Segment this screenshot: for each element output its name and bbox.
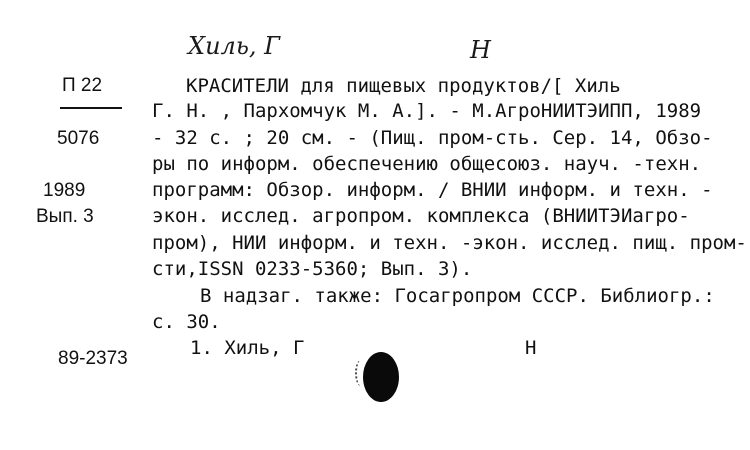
record-line: сти,ISSN 0233-5360; Вып. 3). — [152, 258, 473, 280]
tracing-letter: Н — [525, 337, 537, 359]
shelf-mark-underline — [60, 107, 122, 109]
record-line: пром), НИИ информ. и техн. -экон. исслед. пищ. пром- — [152, 232, 747, 254]
shelf-mark: П 22 — [62, 75, 103, 96]
note-line: В надзаг. также: Госагропром СССР. Библиогр.: — [200, 285, 715, 307]
tracing-entry: 1. Хиль, Г — [190, 337, 305, 359]
record-line: программ: Обзор. информ. / ВНИИ информ. и техн. - — [152, 179, 713, 201]
note-line: с. 30. — [152, 311, 221, 333]
year: 1989 — [43, 180, 86, 201]
issue-number: Вып. 3 — [36, 206, 94, 227]
record-line: КРАСИТЕЛИ для пищевых продуктов/[ Хиль — [186, 75, 621, 97]
record-line: Г. Н. , Пархомчук М. А.]. - М.АгроНИИТЭИПП, 1989 — [152, 100, 702, 122]
record-line: экон. исслед. агропром. комплекса (ВНИИТЭИагро- — [152, 205, 690, 227]
record-line: ры по информ. обеспечению общесоюз. науч. -техн. — [152, 153, 702, 175]
record-line: - 32 с. ; 20 см. - (Пищ. пром-сть. Сер. 14, Обзо- — [152, 127, 713, 149]
handwritten-author: Хиль, Г — [188, 32, 281, 60]
registration-number: 89-2373 — [58, 348, 128, 369]
handwritten-letter: Н — [470, 36, 491, 64]
inventory-number: 5076 — [57, 128, 100, 149]
punch-hole — [363, 352, 399, 402]
